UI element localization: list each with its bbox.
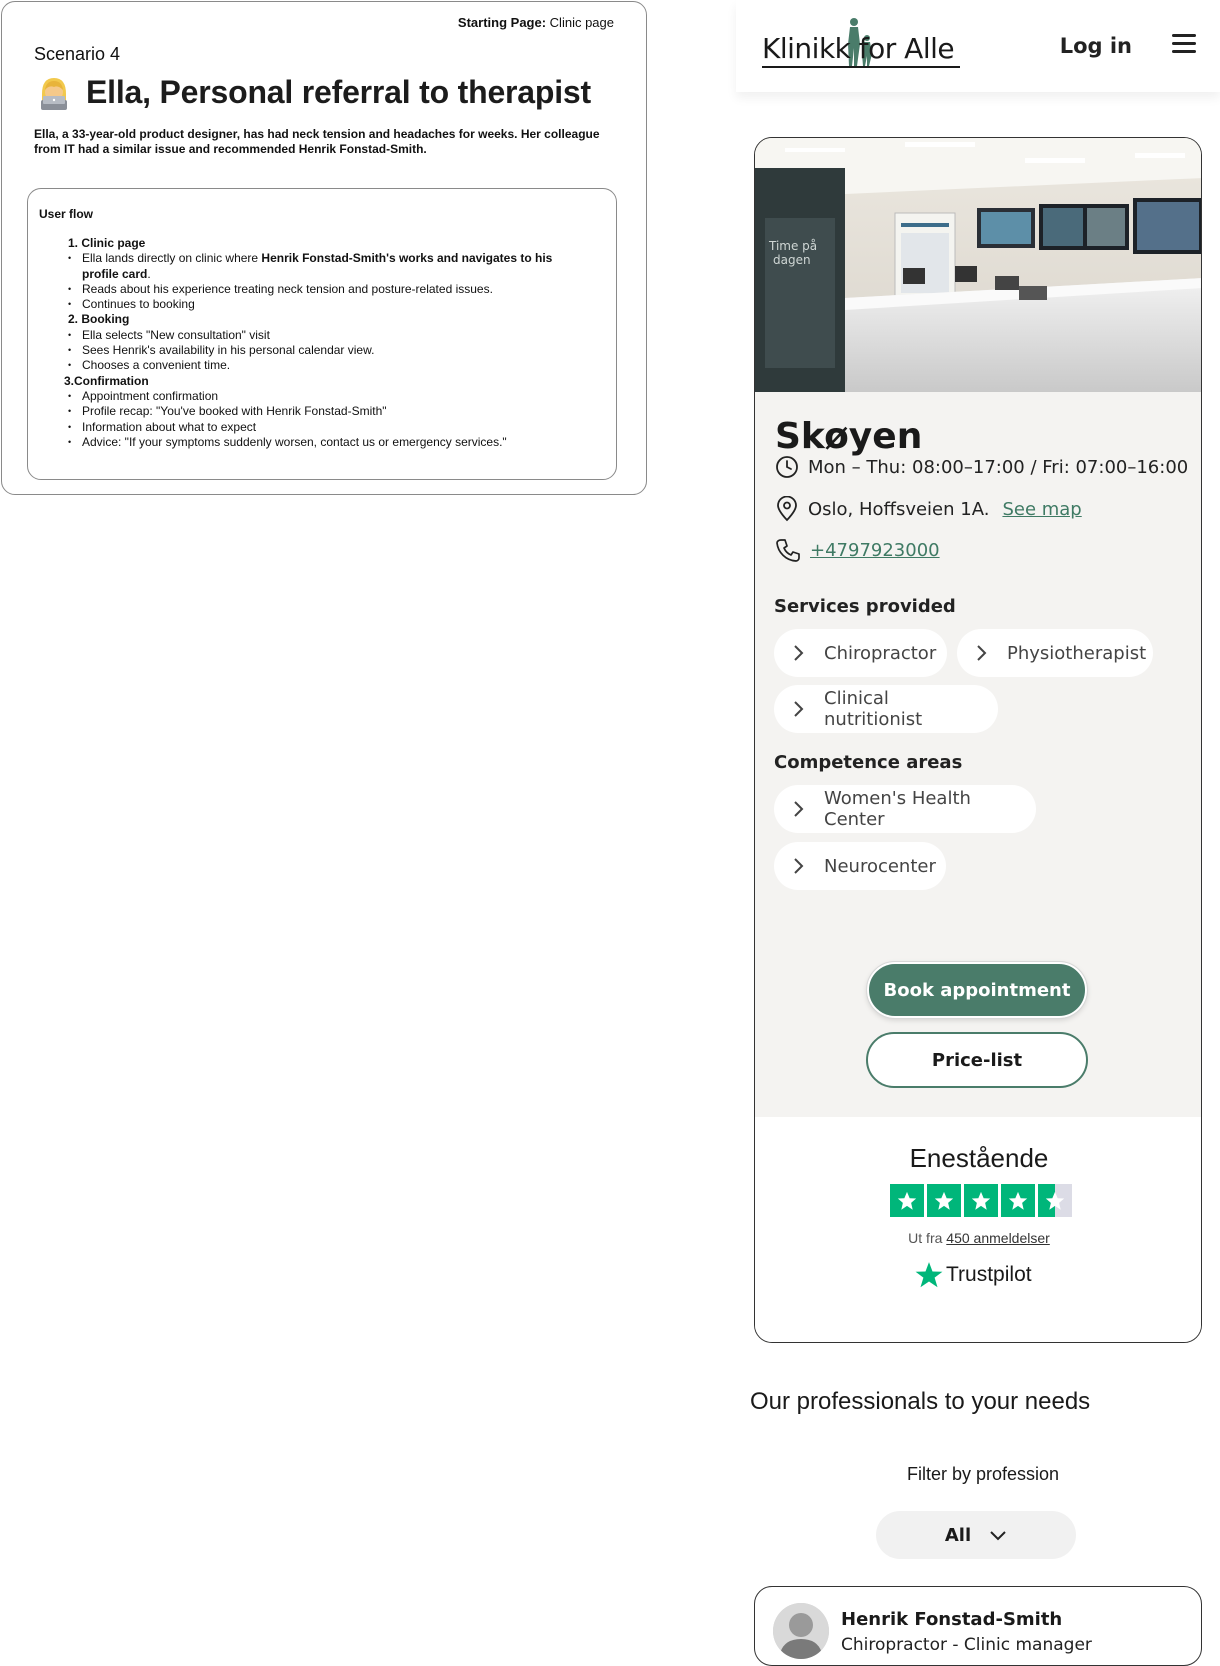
service-chip-chiropractor[interactable]: Chiropractor: [774, 629, 947, 677]
flow-item: • Information about what to expect: [68, 420, 588, 435]
address-text: Oslo, Hoffsveien 1A.: [808, 498, 990, 520]
flow-item: • Ella lands directly on clinic where Henrik Fonstad-Smith's works and navigates to his profile card.: [68, 251, 588, 282]
scenario-intro: Ella, a 33-year-old product designer, has had neck tension and headaches for weeks. Her colleague from IT had a similar issue and recommended Henrik Fonstad-Smith.: [34, 127, 600, 156]
flow-item: • Sees Henrik's availability in his personal calendar view.: [68, 343, 588, 358]
starting-page: Starting Page: Clinic page: [457, 15, 614, 30]
professional-card[interactable]: [754, 1586, 1202, 1666]
svg-text:dagen: dagen: [773, 253, 811, 267]
review-count-link[interactable]: 450 anmeldelser: [946, 1230, 1050, 1246]
phone-link[interactable]: +4797923000: [810, 539, 940, 561]
logo-text: Klinikk for Alle: [762, 32, 955, 65]
flow-item: • Chooses a convenient time.: [68, 358, 588, 373]
scenario-label: Scenario 4: [34, 44, 121, 64]
half-star-icon: [1038, 1184, 1072, 1217]
login-link[interactable]: Log in: [1059, 34, 1132, 58]
price-list-button[interactable]: Price-list: [866, 1032, 1088, 1088]
chevron-right-icon: [792, 857, 804, 875]
chevron-right-icon: [792, 800, 804, 818]
chevron-down-icon: [989, 1529, 1007, 1541]
opening-hours-text: Mon – Thu: 08:00–17:00 / Fri: 07:00–16:00: [808, 456, 1189, 478]
flow-item: • Ella selects "New consultation" visit: [68, 328, 588, 343]
trustpilot-stars: [890, 1184, 1072, 1217]
user-flow-title: User flow: [39, 207, 94, 221]
professional-role: Chiropractor - Clinic manager: [841, 1635, 1092, 1655]
clinic-reception-photo: [755, 138, 1202, 392]
clinic-name: Skøyen: [775, 416, 923, 457]
site-header: [736, 0, 1220, 92]
phone-icon: [775, 537, 801, 563]
clinic-card: [754, 137, 1202, 1343]
service-chip-physiotherapist[interactable]: Physiotherapist: [957, 629, 1153, 677]
opening-hours: [775, 455, 1188, 479]
services-heading: Services provided: [774, 596, 956, 617]
flow-item: • Continues to booking: [68, 297, 588, 312]
review-count: Ut fra 450 anmeldelser: [908, 1230, 1050, 1246]
flow-item: • Profile recap: "You've booked with Henrik Fonstad-Smith": [68, 404, 588, 419]
logo-underline: [762, 66, 960, 68]
see-map-link[interactable]: See map: [1002, 498, 1082, 520]
flow-step-heading: 2. Booking: [68, 312, 130, 327]
hamburger-menu-icon[interactable]: [1172, 34, 1196, 54]
star-icon: [1001, 1184, 1035, 1217]
flow-step-heading: 3.Confirmation: [64, 373, 149, 388]
location-pin-icon: [775, 496, 799, 522]
professional-name: Henrik Fonstad-Smith: [841, 1609, 1063, 1630]
trustpilot-star-icon: [915, 1261, 943, 1289]
avatar: [773, 1603, 829, 1659]
user-flow-box: [27, 188, 617, 480]
persona-header: [34, 72, 591, 112]
filter-label: Filter by profession: [906, 1464, 1060, 1484]
chevron-right-icon: [792, 700, 804, 718]
site-logo[interactable]: [762, 14, 967, 74]
clock-icon: [775, 455, 799, 479]
competence-heading: Competence areas: [774, 752, 963, 773]
persona-title: Ella, Personal referral to therapist: [86, 73, 591, 110]
profession-filter-select[interactable]: All: [876, 1511, 1076, 1559]
chevron-right-icon: [975, 644, 987, 662]
phone-row: [775, 537, 940, 563]
technologist-emoji-icon: [34, 72, 74, 112]
star-icon: [964, 1184, 998, 1217]
mobile-clinic-page: [736, 0, 1220, 1654]
user-flow-list: [64, 236, 588, 450]
flow-item: • Reads about his experience treating neck tension and posture-related issues.: [68, 282, 588, 297]
competence-chip-womens-health[interactable]: Women's Health Center: [774, 785, 1036, 833]
book-appointment-button[interactable]: Book appointment: [867, 962, 1087, 1018]
scenario-card: [1, 1, 647, 495]
svg-text:Time på: Time på: [769, 239, 818, 253]
flow-item: • Advice: "If your symptoms suddenly worsen, contact us or emergency services.": [68, 435, 588, 450]
star-icon: [890, 1184, 924, 1217]
service-chip-clinical-nutritionist[interactable]: Clinical nutritionist: [774, 685, 998, 733]
trustpilot-logo: Trustpilot: [915, 1261, 1032, 1289]
chevron-right-icon: [792, 644, 804, 662]
professionals-heading: Our professionals to your needs: [750, 1388, 1091, 1415]
competence-chip-neurocenter[interactable]: Neurocenter: [774, 842, 946, 890]
flow-item: • Appointment confirmation: [68, 389, 588, 404]
star-icon: [927, 1184, 961, 1217]
trustpilot-rating-word: Enestående: [909, 1143, 1049, 1173]
trustpilot-widget[interactable]: [755, 1117, 1202, 1343]
address-row: [775, 496, 1082, 522]
flow-step-heading: 1. Clinic page: [68, 236, 146, 250]
